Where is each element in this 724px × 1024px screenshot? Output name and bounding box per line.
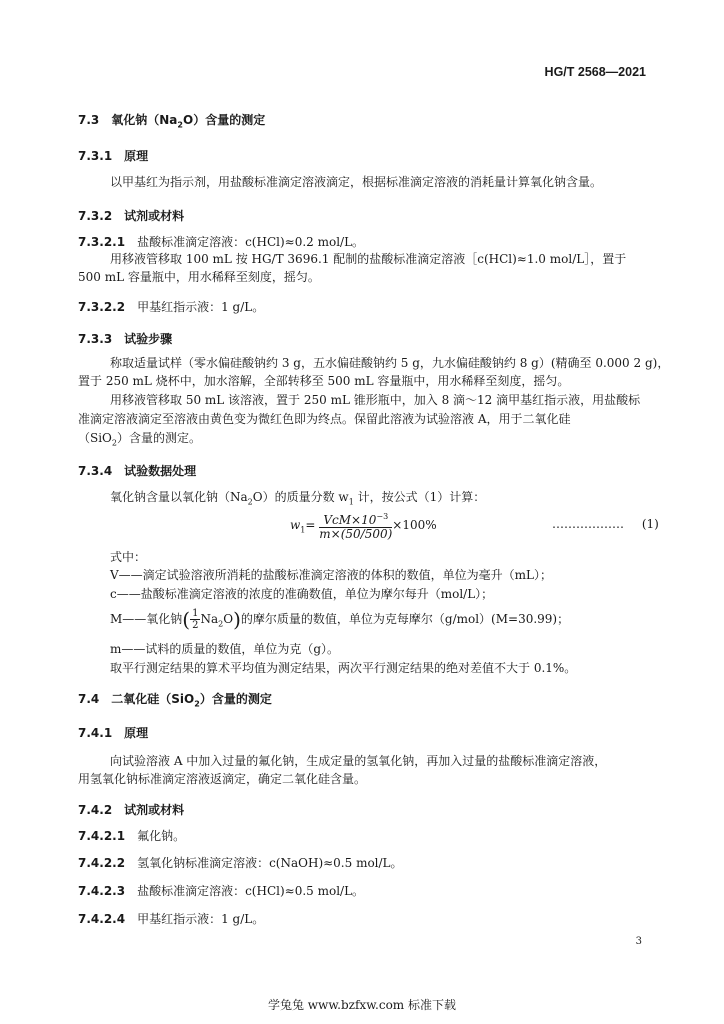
procedure-p2-l2: 准滴定溶液滴定至溶液由黄色变为微红色即为终点。保留此溶液为试验溶液 A，用于二氧化硅 — [78, 412, 571, 426]
formula-fraction — [319, 510, 392, 541]
section-7-3-3-heading — [78, 330, 172, 347]
item-text: 氢氧化钠标准滴定溶液：c(NaOH)≈0.5 mol/L。 — [137, 856, 403, 870]
item-text: 甲基红指示液：1 g/L。 — [137, 300, 265, 314]
formula-1 — [290, 510, 437, 541]
subscript: 1 — [348, 497, 354, 507]
item-number: 7.4.2.1 — [78, 829, 126, 843]
item-number: 7.4.2.3 — [78, 884, 126, 898]
text: （SiO — [78, 431, 112, 445]
frac-bottom: 2 — [192, 620, 199, 631]
c-definition: c——盐酸标准滴定溶液的浓度的准确数值，单位为摩尔每升（mol/L）； — [110, 587, 494, 601]
page-number: 3 — [635, 936, 642, 947]
section-7-4-1-heading — [78, 724, 148, 741]
title-text: 试剂或材料 — [124, 209, 185, 223]
section-7-3-1-heading — [78, 147, 148, 164]
item-number: 7.4.2.2 — [78, 856, 126, 870]
formula-lhs: w — [290, 518, 301, 532]
subscript: 2 — [177, 120, 183, 130]
text: O）的质量分数 w — [252, 490, 349, 504]
leader-dots: ……………… — [552, 517, 624, 531]
item-number: 7.4.2.4 — [78, 912, 126, 926]
item-7-4-2-3 — [78, 884, 364, 898]
equals-sign: = — [305, 518, 316, 532]
title-text: 试验步骤 — [124, 332, 173, 346]
paren-close: ) — [233, 607, 241, 632]
m-definition: m——试料的质量的数值，单位为克（g）。 — [110, 642, 340, 656]
section-7-3-heading — [78, 111, 265, 129]
subscript: 2 — [218, 619, 224, 629]
section-7-4-2-heading — [78, 801, 184, 818]
calc-intro — [110, 490, 485, 509]
item-text: 甲基红指示液：1 g/L。 — [137, 912, 265, 926]
text: M——氧化钠 — [110, 612, 183, 626]
item-7-4-2-2 — [78, 856, 403, 870]
item-number: 7.3.2.2 — [78, 300, 126, 314]
item-number: 7.3.2.1 — [78, 235, 126, 249]
where-label: 式中： — [110, 550, 147, 564]
superscript: −3 — [376, 512, 389, 521]
paren-open: ( — [182, 607, 191, 632]
section-number: 7.4.2 — [78, 803, 113, 817]
principle-text: 以甲基红为指示剂，用盐酸标准滴定溶液滴定，根据标准滴定溶液的消耗量计算氧化钠含量。 — [110, 175, 603, 189]
half-fraction — [190, 608, 200, 631]
formula-numerator — [319, 510, 392, 528]
title-text: 二氧化硅（SiO — [111, 692, 195, 706]
section-number: 7.3.4 — [78, 464, 113, 478]
subscript: 2 — [111, 438, 117, 448]
section-7-4-heading — [78, 690, 272, 708]
formula-label — [552, 517, 659, 531]
title-text: 原理 — [124, 726, 149, 740]
standard-code: HG/T 2568—2021 — [544, 65, 646, 79]
M-definition — [110, 606, 569, 632]
procedure-p2-l3 — [78, 431, 201, 450]
title-text: 原理 — [124, 149, 149, 163]
text: 氧化钠含量以氧化钠（Na — [110, 490, 248, 504]
item-7-3-2-1-line3: 500 mL 容量瓶中，用水稀释至刻度，摇匀。 — [78, 270, 320, 284]
procedure-p1-l2: 置于 250 mL 烧杯中，加水溶解，全部转移至 500 mL 容量瓶中，用水稀释至刻度，摇匀。 — [78, 374, 570, 388]
item-7-3-2-2 — [78, 300, 264, 314]
section-number: 7.3.2 — [78, 209, 113, 223]
section-7-3-4-heading — [78, 462, 196, 479]
principle-7-4-1-l2: 用氢氧化钠标准滴定溶液返滴定，确定二氧化硅含量。 — [78, 772, 367, 786]
principle-7-4-1-l1: 向试验溶液 A 中加入过量的氟化钠，生成定量的氢氧化钠，再加入过量的盐酸标准滴定溶液， — [110, 754, 607, 768]
title-text: O）含量的测定 — [183, 113, 266, 127]
item-7-4-2-1 — [78, 829, 185, 843]
text: O — [223, 612, 234, 626]
text: 计，按公式（1）计算： — [353, 490, 486, 504]
procedure-p1-l1: 称取适量试样（零水偏硅酸钠约 3 g，五水偏硅酸钠约 5 g，九水偏硅酸钠约 8 g）(精确至 0.000 2 g)， — [110, 356, 670, 370]
text: ）含量的测定。 — [117, 431, 202, 445]
numerator-text: VcM×10 — [323, 513, 377, 527]
item-text: 盐酸标准滴定溶液：c(HCl)≈0.2 mol/L。 — [137, 235, 365, 249]
title-text: 氧化钠（Na — [111, 113, 178, 127]
section-number: 7.3.1 — [78, 149, 113, 163]
procedure-p2-l1: 用移液管移取 50 mL 该溶液，置于 250 mL 锥形瓶中，加入 8 滴～12 滴甲基红指示液，用盐酸标 — [110, 393, 641, 407]
subscript: 2 — [247, 497, 253, 507]
item-7-3-2-1 — [78, 235, 364, 249]
result-rule: 取平行测定结果的算术平均值为测定结果，两次平行测定结果的绝对差值不大于 0.1%。 — [110, 661, 577, 675]
item-7-4-2-4 — [78, 912, 264, 926]
text: Na — [200, 612, 219, 626]
formula-denominator: m×(50/500) — [319, 527, 393, 541]
section-number: 7.3 — [78, 113, 100, 127]
footer-watermark: 学兔兔 www.bzfxw.com 标准下载 — [267, 998, 457, 1012]
section-7-3-2-heading — [78, 207, 184, 224]
section-number: 7.3.3 — [78, 332, 113, 346]
title-text: ）含量的测定 — [199, 692, 272, 706]
title-text: 试验数据处理 — [124, 464, 197, 478]
subscript: 1 — [300, 525, 306, 535]
subscript: 2 — [194, 699, 200, 709]
item-text: 盐酸标准滴定溶液：c(HCl)≈0.5 mol/L。 — [137, 884, 365, 898]
v-definition: V——滴定试验溶液所消耗的盐酸标准滴定溶液的体积的数值，单位为毫升（mL）； — [110, 568, 553, 582]
section-number: 7.4 — [78, 692, 100, 706]
frac-top: 1 — [192, 608, 199, 619]
title-text: 试剂或材料 — [124, 803, 185, 817]
text: 的摩尔质量的数值，单位为克每摩尔（g/mol）(M=30.99)； — [240, 612, 570, 626]
item-text: 氟化钠。 — [137, 829, 186, 843]
item-7-3-2-1-line2: 用移液管移取 100 mL 按 HG/T 3696.1 配制的盐酸标准滴定溶液［c(HCl)≈1.0 mol/L］，置于 — [110, 252, 627, 266]
formula-number: (1) — [641, 517, 659, 531]
section-number: 7.4.1 — [78, 726, 113, 740]
formula-tail: ×100% — [392, 518, 437, 532]
